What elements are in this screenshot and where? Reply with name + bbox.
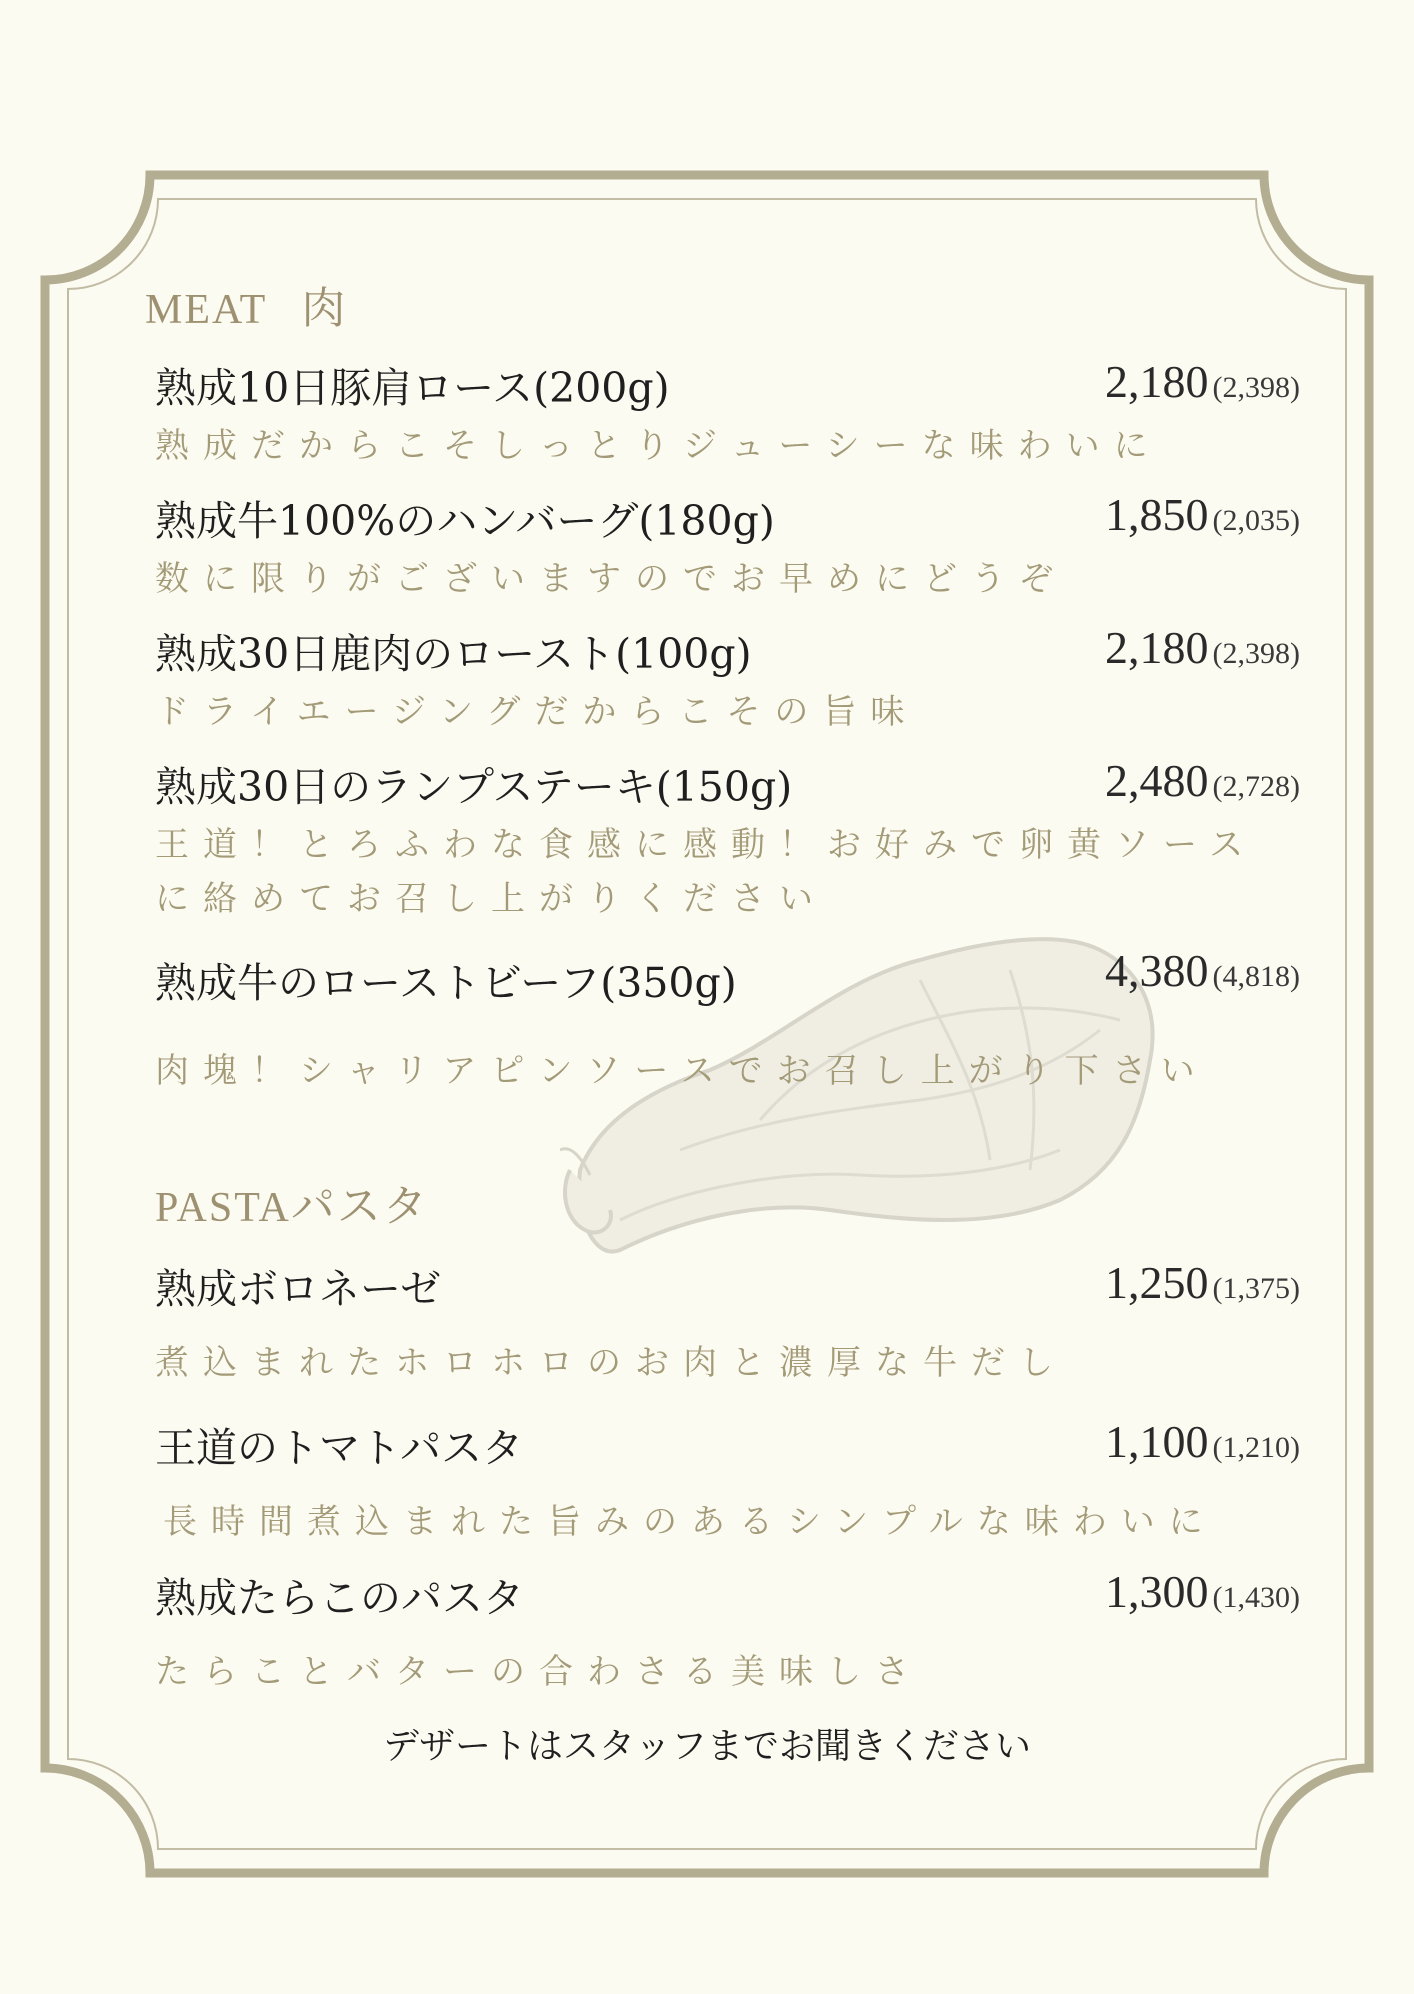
item-price-tax: (2,728) [1212, 770, 1300, 803]
item-price: 2,180 [1105, 356, 1209, 407]
menu-item [155, 1415, 1300, 1549]
item-name: 熟成30日鹿肉のロースト(100g) [155, 630, 752, 678]
item-name: 熟成10日豚肩ロース(200g) [155, 364, 670, 412]
item-name: 熟成たらこのパスタ [155, 1574, 524, 1622]
item-description: たらことバターの合わさる美味しさ [155, 1652, 923, 1692]
footer-note: デザートはスタッフまでお聞きください [382, 1726, 1031, 1767]
item-price-tax: (2,398) [1212, 371, 1300, 404]
item-price-tax: (2,035) [1212, 504, 1300, 537]
item-name: 熟成30日のランプステーキ(150g) [155, 763, 793, 811]
item-price: 1,850 [1105, 489, 1209, 540]
item-name: 熟成牛100%のハンバーグ(180g) [155, 497, 775, 545]
menu-item [155, 621, 1300, 739]
item-price-tax: (1,210) [1212, 1431, 1300, 1464]
item-name: 熟成ボロネーゼ [155, 1265, 442, 1313]
section-title-latin: MEAT [145, 287, 268, 333]
item-price-tax: (4,818) [1212, 960, 1300, 993]
item-description: ドライエージングだからこその旨味 [155, 692, 919, 732]
item-price-tax: (2,398) [1212, 637, 1300, 670]
menu-item [155, 355, 1300, 473]
item-name: 王道のトマトパスタ [155, 1424, 524, 1472]
item-description: 煮込まれたホロホロのお肉と濃厚な牛だし [155, 1343, 1067, 1383]
menu-item [155, 754, 1300, 926]
section-title-jp: 肉 [301, 283, 348, 334]
section-title-meat [145, 272, 347, 336]
item-price: 1,300 [1105, 1566, 1209, 1617]
item-description: 長時間煮込まれた旨みのあるシンプルな味わいに [163, 1502, 1217, 1542]
item-price: 2,180 [1105, 622, 1209, 673]
menu-item [155, 488, 1300, 606]
item-description: 肉塊！シャリアピンソースでお召し上がり下さい [155, 1051, 1209, 1091]
item-price-tax: (1,430) [1212, 1581, 1300, 1614]
item-name: 熟成牛のローストビーフ(350g) [155, 959, 737, 1007]
item-price-tax: (1,375) [1212, 1272, 1300, 1305]
item-description: 王道！とろふわな食感に感動！お好みで卵黄ソースに絡めてお召し上がりください [155, 825, 1258, 919]
item-description: 熟成だからこそしっとりジューシーな味わいに [155, 426, 1162, 466]
section-title-jp: パスタ [290, 1181, 429, 1232]
menu-item [155, 944, 1300, 1098]
section-title-pasta [155, 1170, 429, 1234]
item-price: 1,250 [1105, 1257, 1209, 1308]
menu-item [155, 1256, 1300, 1390]
section-title-latin: PASTA [155, 1185, 291, 1231]
item-description: 数に限りがございますのでお早めにどうぞ [155, 559, 1067, 599]
menu-item [155, 1565, 1300, 1699]
item-price: 1,100 [1105, 1416, 1209, 1467]
item-price: 4,380 [1105, 945, 1209, 996]
item-price: 2,480 [1105, 755, 1209, 806]
